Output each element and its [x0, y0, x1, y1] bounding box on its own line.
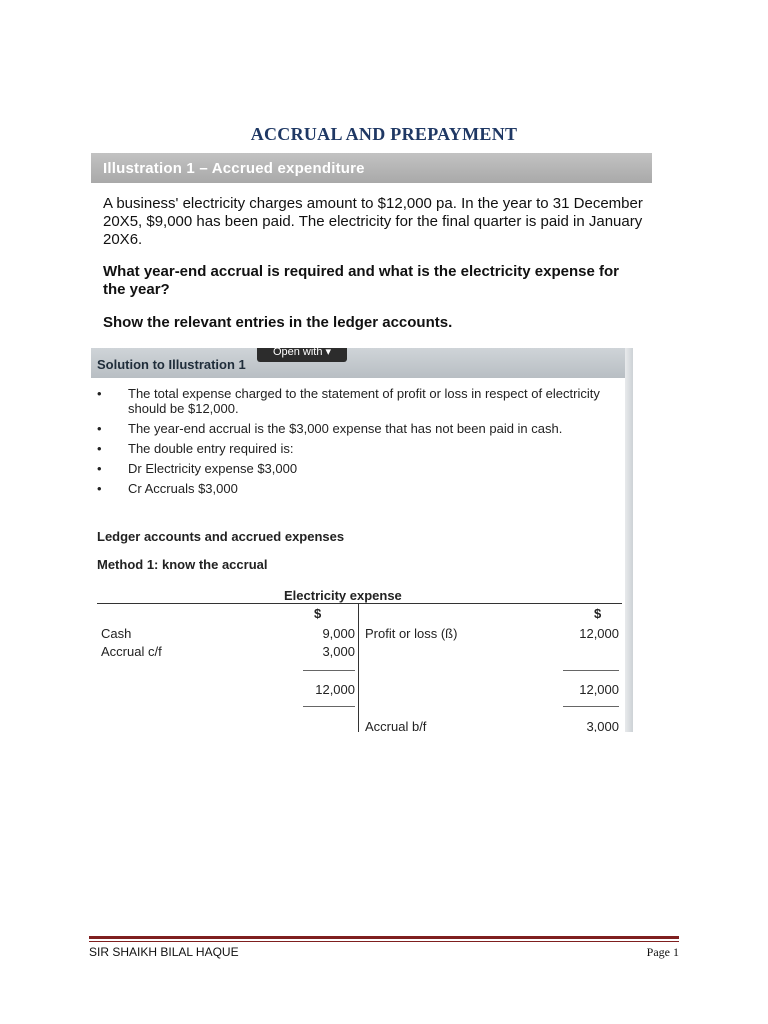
scroll-edge — [625, 348, 633, 732]
open-with-button[interactable] — [257, 348, 347, 362]
illustration-question: What year-end accrual is required and what is the electricity expense for the year? — [103, 263, 620, 298]
list-item: • The year-end accrual is the $3,000 expense that has not been paid in cash. — [91, 421, 621, 436]
footer-author: SIR SHAIKH BILAL HAQUE — [89, 945, 239, 959]
debit-currency: $ — [314, 606, 322, 621]
illustration-instruction: Show the relevant entries in the ledger accounts. — [103, 314, 453, 331]
debit-total: 12,000 — [315, 682, 355, 697]
footer-page-number: Page 1 — [646, 945, 679, 959]
solution-header-text: Solution to Illustration 1 — [97, 357, 246, 372]
illustration-paragraph: A business' electricity charges amount to $12,000 pa. In the year to 31 December 20X5, $9,000 has been paid. The electricity for the final quarter is paid in January 20X6. — [103, 195, 643, 248]
ledger-top-rule — [97, 603, 622, 604]
page-title: ACCRUAL AND PREPAYMENT — [250, 124, 518, 144]
footer-rule-bottom — [89, 941, 679, 942]
credit-double-rule — [563, 706, 619, 707]
method-heading: Method 1: know the accrual — [97, 557, 268, 572]
list-item: • Dr Electricity expense $3,000 — [91, 461, 621, 476]
debit-amount-accrual: 3,000 — [322, 644, 355, 659]
illustration-box — [91, 153, 652, 340]
credit-total: 12,000 — [579, 682, 619, 697]
list-item: • The double entry required is: — [91, 441, 621, 456]
solution-bullets — [91, 386, 621, 501]
debit-label-cash: Cash — [101, 626, 132, 641]
list-item: • The total expense charged to the statement of profit or loss in respect of electricity should be $12,000. — [91, 386, 621, 416]
illustration-header-text: Illustration 1 – Accrued expenditure — [103, 160, 365, 177]
debit-double-rule — [303, 706, 355, 707]
debit-amount-cash: 9,000 — [322, 626, 355, 641]
solution-box — [91, 348, 633, 732]
credit-amount-pl: 12,000 — [579, 626, 619, 641]
debit-label-accrual: Accrual c/f — [101, 644, 162, 659]
credit-amount-bf: 3,000 — [586, 719, 619, 732]
chevron-down-icon: ▾ — [325, 348, 332, 358]
section-heading: Ledger accounts and accrued expenses — [97, 529, 345, 544]
credit-label-pl: Profit or loss (ß) — [365, 626, 458, 641]
illustration-header — [91, 153, 652, 183]
credit-label-bf: Accrual b/f — [365, 719, 427, 732]
solution-header — [91, 348, 633, 378]
credit-total-rule — [563, 670, 619, 671]
ledger-account-name: Electricity expense — [284, 588, 402, 603]
list-item: • Cr Accruals $3,000 — [91, 481, 621, 496]
ledger-divider — [358, 603, 359, 732]
credit-currency: $ — [594, 606, 602, 621]
footer-rule-top — [89, 936, 679, 939]
debit-total-rule — [303, 670, 355, 671]
open-with-label: Open with — [272, 348, 323, 358]
